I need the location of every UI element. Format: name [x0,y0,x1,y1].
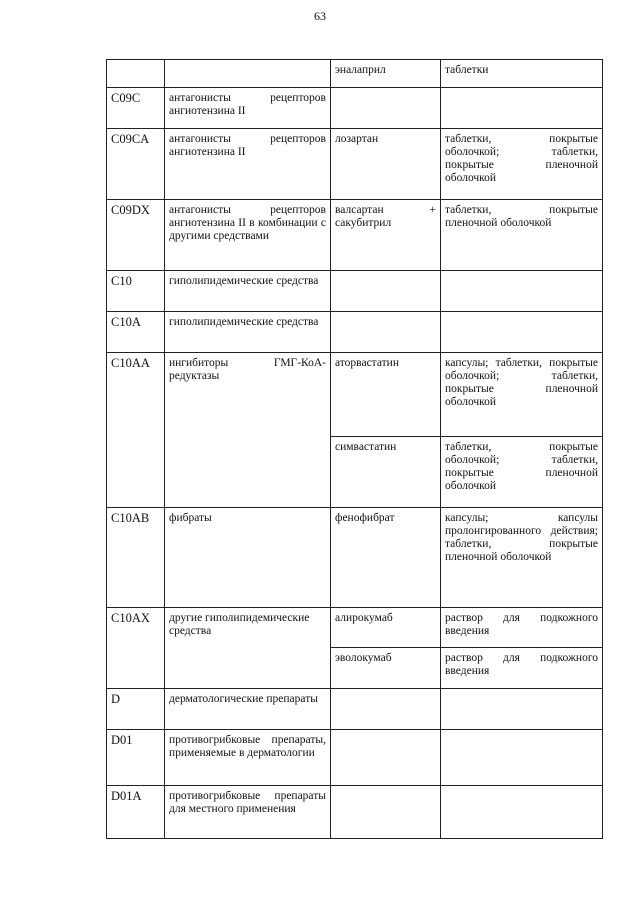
dosage-form-cell: капсулы; таблетки, покрытые оболочкой; таблетки, покрытые пленочной оболочкой [441,353,603,437]
table-row [107,271,603,312]
drug-name-cell: симвастатин [331,437,441,508]
atc-code-cell: C10 [107,271,165,312]
dosage-form-cell [441,88,603,129]
drug-name-cell [331,88,441,129]
atc-code-cell [107,60,165,88]
group-cell [165,60,331,88]
atc-code-cell: C10AB [107,508,165,608]
dosage-form-cell: раствор для подкожного введения [441,648,603,689]
dosage-form-cell: капсулы; капсулы пролонгированного действия; таблетки, покрытые пленочной оболочкой [441,508,603,608]
drug-name-cell [331,786,441,839]
atc-code-cell: D [107,689,165,730]
drug-name-cell: фенофибрат [331,508,441,608]
group-cell: противогрибковые препараты, применяемые в дерматологии [165,730,331,786]
dosage-form-cell: таблетки, покрытые оболочкой; таблетки, покрытые пленочной оболочкой [441,437,603,508]
dosage-form-cell [441,271,603,312]
drug-name-cell: лозартан [331,129,441,200]
group-cell: фибраты [165,508,331,608]
table-row [107,608,603,648]
dosage-form-cell: таблетки, покрытые пленочной оболочкой [441,200,603,271]
drug-name-cell: эналаприл [331,60,441,88]
dosage-form-cell [441,730,603,786]
table-row [107,730,603,786]
table-row [107,129,603,200]
drug-name-cell [331,271,441,312]
dosage-form-cell [441,786,603,839]
atc-code-cell: D01 [107,730,165,786]
drug-table [106,59,603,839]
group-cell: гиполипидемические средства [165,271,331,312]
table-row [107,508,603,608]
table-row [107,353,603,437]
group-cell: дерматологические препараты [165,689,331,730]
group-cell: другие гиполипидемические средства [165,608,331,689]
dosage-form-cell [441,312,603,353]
table-row [107,60,603,88]
group-cell: антагонисты рецепторов ангиотензина II [165,129,331,200]
group-cell: антагонисты рецепторов ангиотензина II [165,88,331,129]
table-row [107,786,603,839]
drug-name-cell [331,689,441,730]
atc-code-cell: D01A [107,786,165,839]
table-row [107,200,603,271]
atc-code-cell: C09CA [107,129,165,200]
drug-name-cell [331,730,441,786]
atc-code-cell: C09DX [107,200,165,271]
drug-name-cell: аторвастатин [331,353,441,437]
page-number: 63 [314,9,326,23]
dosage-form-cell [441,689,603,730]
atc-code-cell: C10AA [107,353,165,508]
table-row [107,312,603,353]
dosage-form-cell: раствор для подкожного введения [441,608,603,648]
drug-name-cell: валсартан + сакубитрил [331,200,441,271]
atc-code-cell: C10AX [107,608,165,689]
drug-name-cell: эволокумаб [331,648,441,689]
group-cell: гиполипидемические средства [165,312,331,353]
group-cell: противогрибковые препараты для местного применения [165,786,331,839]
group-cell: антагонисты рецепторов ангиотензина II в комбинации с другими средствами [165,200,331,271]
drug-name-cell [331,312,441,353]
atc-code-cell: C10A [107,312,165,353]
atc-code-cell: C09C [107,88,165,129]
table-row [107,689,603,730]
group-cell: ингибиторы ГМГ-КоА-редуктазы [165,353,331,508]
dosage-form-cell: таблетки [441,60,603,88]
table-row [107,88,603,129]
dosage-form-cell: таблетки, покрытые оболочкой; таблетки, покрытые пленочной оболочкой [441,129,603,200]
drug-name-cell: алирокумаб [331,608,441,648]
